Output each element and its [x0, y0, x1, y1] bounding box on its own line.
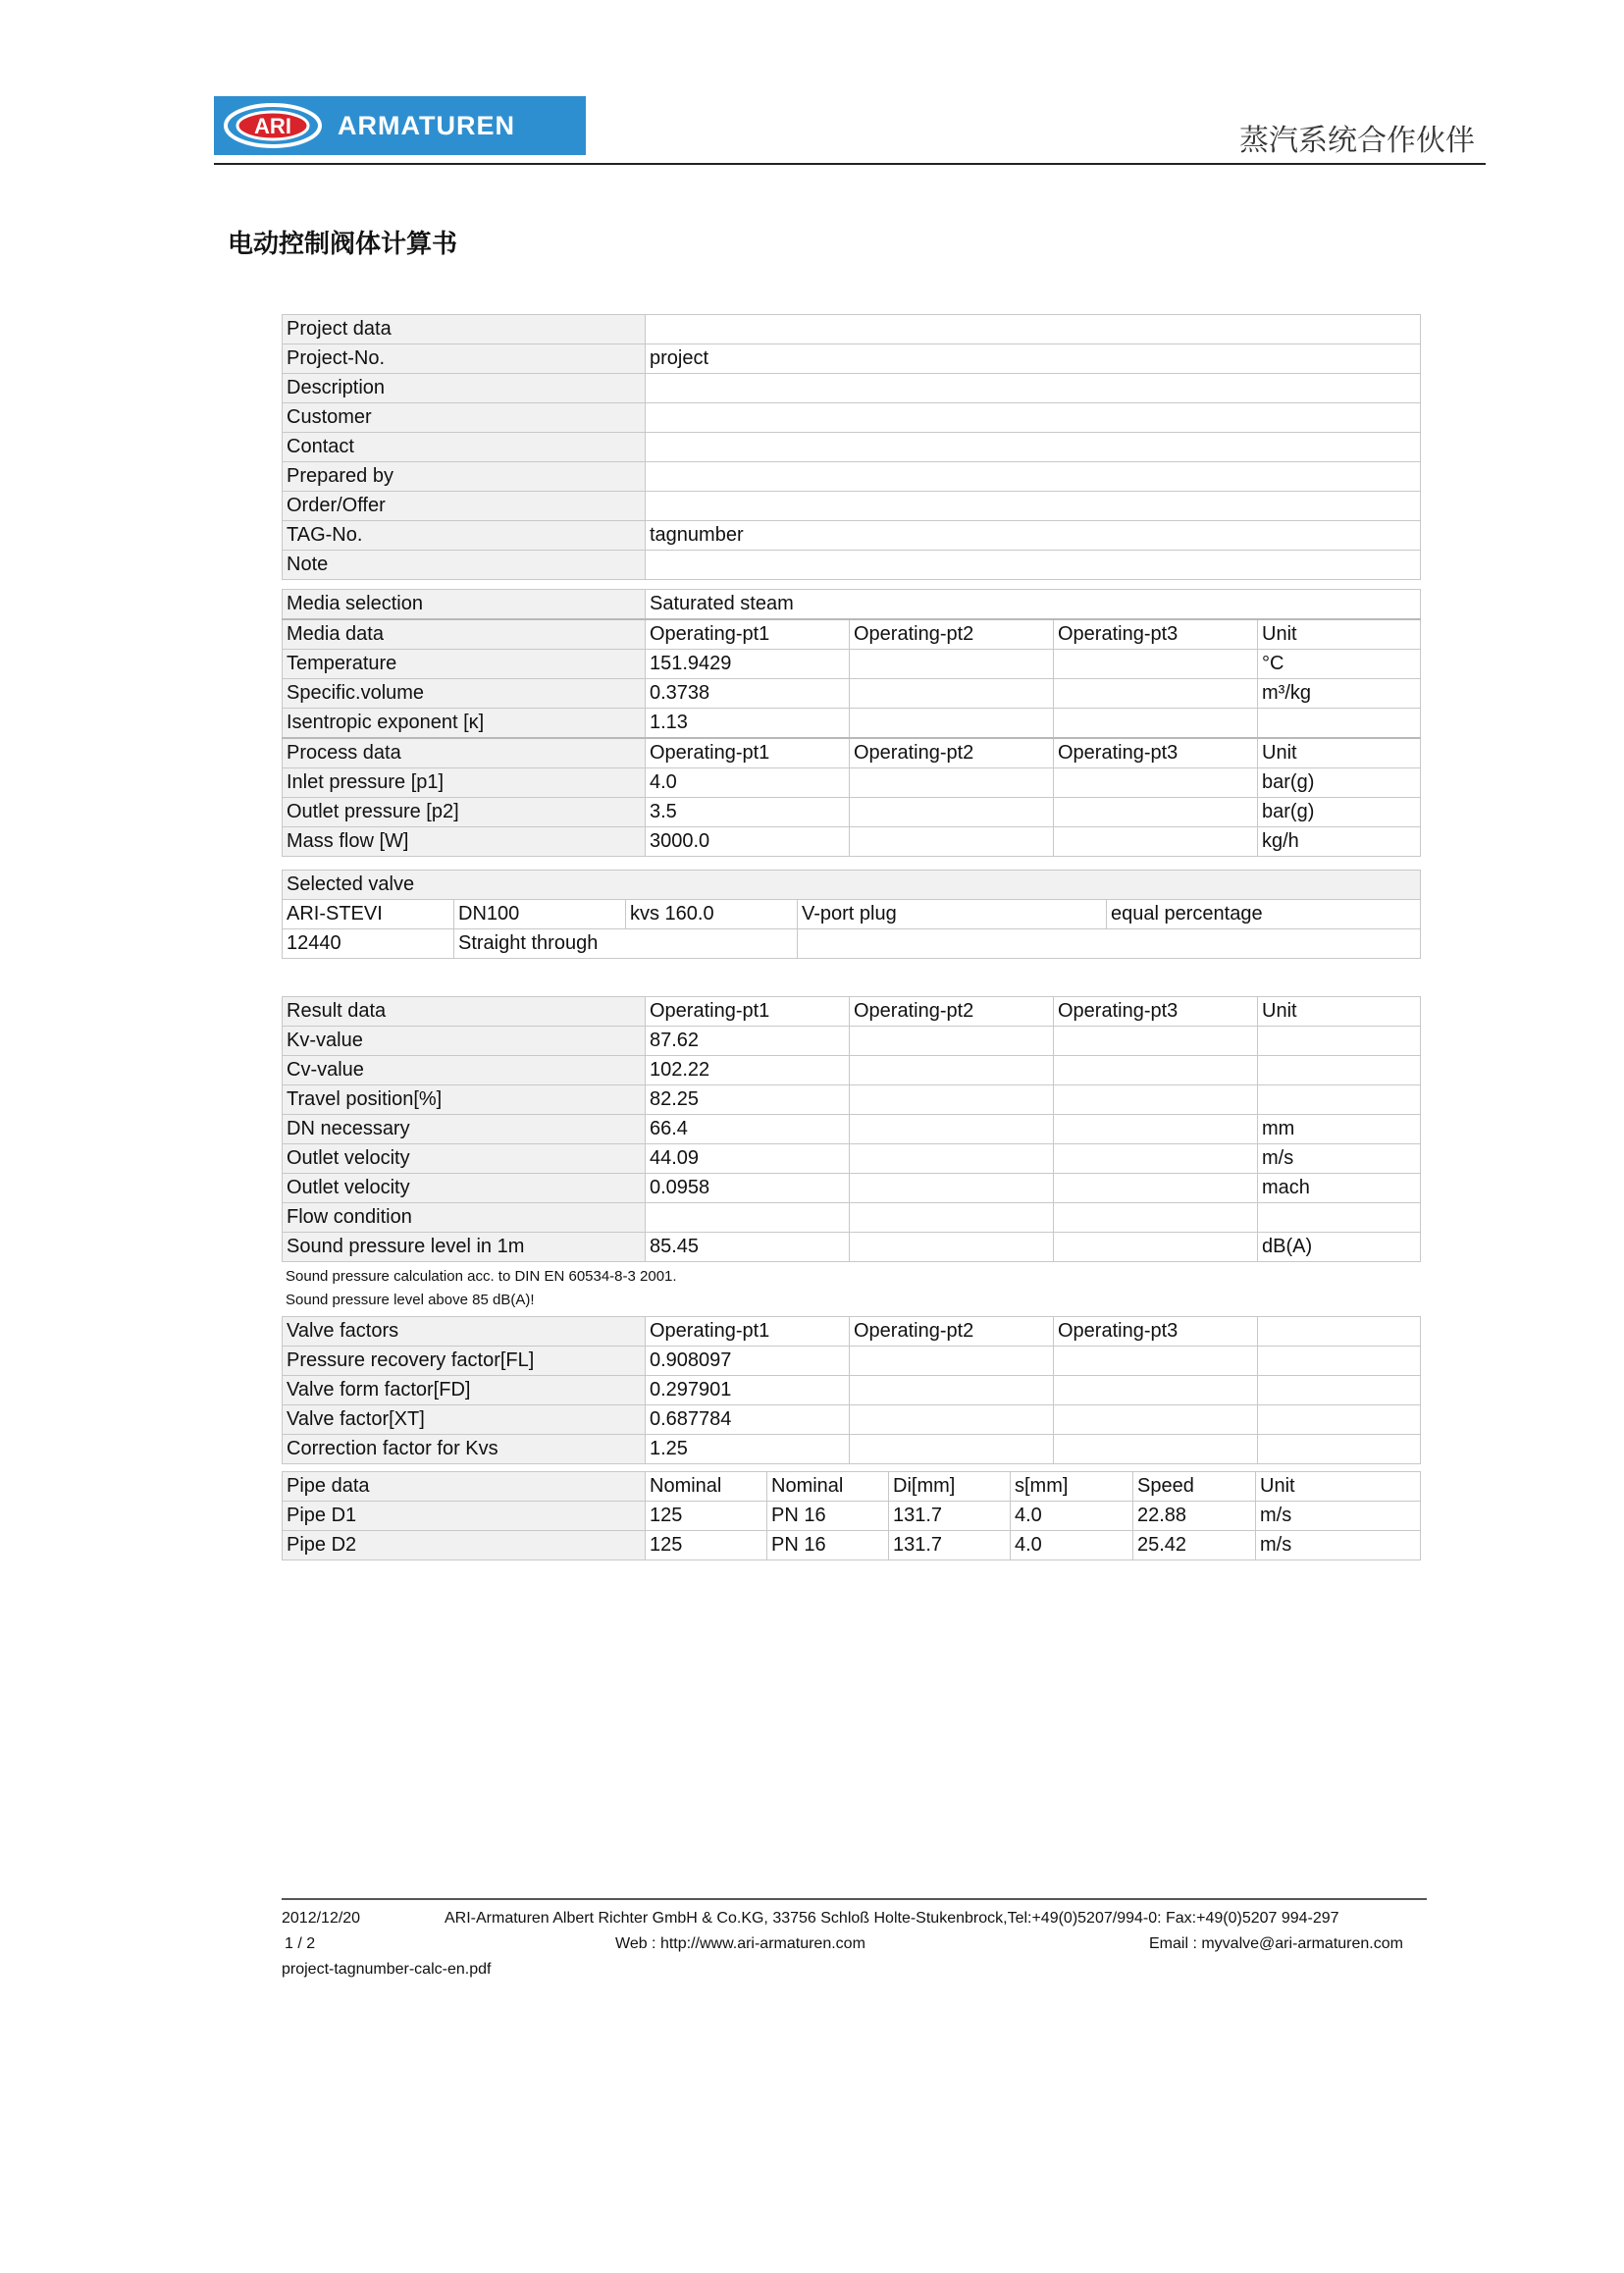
table-row — [283, 1472, 1421, 1502]
table-cell — [1054, 1435, 1258, 1464]
logo-emblem-text: ARI — [254, 114, 291, 138]
table-cell — [1054, 1144, 1258, 1174]
table-cell: Outlet velocity — [283, 1174, 646, 1203]
table-cell — [1258, 1056, 1421, 1085]
table-cell: 0.908097 — [646, 1347, 850, 1376]
table-row — [283, 1144, 1421, 1174]
table-cell: Mass flow [W] — [283, 827, 646, 857]
sound-warning-note: Sound pressure level above 85 dB(A)! — [286, 1292, 535, 1308]
table-row — [283, 1376, 1421, 1405]
table-cell: Pipe D2 — [283, 1531, 646, 1560]
table-cell: Unit — [1258, 619, 1421, 650]
footer-filename: project-tagnumber-calc-en.pdf — [282, 1961, 492, 1978]
table-cell — [1258, 1435, 1421, 1464]
table-cell — [850, 1115, 1054, 1144]
table-cell: tagnumber — [646, 521, 1421, 551]
table-cell — [1054, 1174, 1258, 1203]
table-row — [283, 827, 1421, 857]
table-cell: Prepared by — [283, 462, 646, 492]
table-cell: Description — [283, 374, 646, 403]
table-cell: Customer — [283, 403, 646, 433]
table-cell — [1054, 1233, 1258, 1262]
table-cell: m/s — [1258, 1144, 1421, 1174]
table-cell: mm — [1258, 1115, 1421, 1144]
table-cell: Operating-pt2 — [850, 738, 1054, 768]
table-cell: Kv-value — [283, 1027, 646, 1056]
table-cell: Flow condition — [283, 1203, 646, 1233]
table-cell: 1.25 — [646, 1435, 850, 1464]
table-cell: Process data — [283, 738, 646, 768]
table-cell — [850, 1027, 1054, 1056]
table-cell — [1054, 1347, 1258, 1376]
table-cell: 151.9429 — [646, 650, 850, 679]
table-row — [283, 492, 1421, 521]
table-cell: 4.0 — [646, 768, 850, 798]
table-cell — [1054, 798, 1258, 827]
table-cell: Pipe D1 — [283, 1502, 646, 1531]
selected-valve-table — [282, 870, 1421, 959]
table-row — [283, 1502, 1421, 1531]
ari-emblem-icon — [214, 96, 332, 155]
table-cell: TAG-No. — [283, 521, 646, 551]
table-row — [283, 521, 1421, 551]
table-row — [283, 1115, 1421, 1144]
table-row — [283, 1027, 1421, 1056]
table-cell: 0.0958 — [646, 1174, 850, 1203]
selected-valve-label: Selected valve — [283, 871, 1421, 900]
table-cell — [1054, 679, 1258, 709]
table-row — [283, 374, 1421, 403]
table-row — [283, 315, 1421, 344]
table-cell: Operating-pt3 — [1054, 738, 1258, 768]
table-cell: 12440 — [283, 929, 454, 959]
table-row — [283, 1085, 1421, 1115]
footer-page-number: 1 / 2 — [285, 1935, 316, 1952]
table-cell — [850, 1435, 1054, 1464]
valve-factors-table — [282, 1316, 1421, 1464]
table-cell: Di[mm] — [889, 1472, 1011, 1502]
table-cell — [850, 1347, 1054, 1376]
table-cell — [1054, 1203, 1258, 1233]
table-row — [283, 1056, 1421, 1085]
table-cell: Nominal — [646, 1472, 767, 1502]
table-cell: Operating-pt2 — [850, 997, 1054, 1027]
table-cell — [1054, 1085, 1258, 1115]
table-cell: Valve form factor[FD] — [283, 1376, 646, 1405]
table-cell — [1258, 1376, 1421, 1405]
table-cell — [1054, 1115, 1258, 1144]
table-cell: DN necessary — [283, 1115, 646, 1144]
logo-brand-text: ARMATUREN — [338, 110, 515, 140]
table-cell: Temperature — [283, 650, 646, 679]
table-cell: Project-No. — [283, 344, 646, 374]
media-selection-label: Media selection — [283, 590, 646, 620]
table-cell — [646, 462, 1421, 492]
table-cell — [646, 374, 1421, 403]
table-cell: Inlet pressure [p1] — [283, 768, 646, 798]
table-cell — [1054, 1405, 1258, 1435]
header-divider — [214, 163, 1486, 165]
table-cell: Nominal — [767, 1472, 889, 1502]
table-cell: 131.7 — [889, 1531, 1011, 1560]
project-data-table — [282, 314, 1421, 580]
table-cell — [646, 433, 1421, 462]
table-row — [283, 1347, 1421, 1376]
table-cell: Valve factor[XT] — [283, 1405, 646, 1435]
footer-divider — [282, 1898, 1427, 1900]
table-cell: equal percentage — [1107, 900, 1421, 929]
table-cell: ARI-STEVI — [283, 900, 454, 929]
table-cell: 66.4 — [646, 1115, 850, 1144]
table-cell — [646, 403, 1421, 433]
table-cell: m/s — [1256, 1502, 1421, 1531]
table-row — [283, 709, 1421, 739]
table-cell — [850, 1144, 1054, 1174]
table-cell: Sound pressure level in 1m — [283, 1233, 646, 1262]
table-cell: 0.687784 — [646, 1405, 850, 1435]
table-row — [283, 650, 1421, 679]
table-cell — [850, 1174, 1054, 1203]
table-cell: °C — [1258, 650, 1421, 679]
table-cell: Media data — [283, 619, 646, 650]
table-cell: 131.7 — [889, 1502, 1011, 1531]
table-row — [283, 1233, 1421, 1262]
table-cell: s[mm] — [1011, 1472, 1133, 1502]
table-cell: 25.42 — [1133, 1531, 1256, 1560]
table-cell — [1258, 1347, 1421, 1376]
table-cell — [646, 1203, 850, 1233]
table-cell — [1258, 1027, 1421, 1056]
table-row — [283, 1174, 1421, 1203]
table-cell: Pipe data — [283, 1472, 646, 1502]
table-cell: 82.25 — [646, 1085, 850, 1115]
table-cell — [1258, 1317, 1421, 1347]
table-cell — [798, 929, 1421, 959]
table-cell: Project data — [283, 315, 646, 344]
table-cell: Specific.volume — [283, 679, 646, 709]
table-cell: Unit — [1256, 1472, 1421, 1502]
table-cell — [850, 1405, 1054, 1435]
media-selection-value: Saturated steam — [646, 590, 1421, 620]
table-row — [283, 462, 1421, 492]
table-cell: Operating-pt1 — [646, 619, 850, 650]
table-cell: mach — [1258, 1174, 1421, 1203]
table-cell: 85.45 — [646, 1233, 850, 1262]
table-cell — [1258, 1203, 1421, 1233]
table-row — [283, 900, 1421, 929]
table-cell: Operating-pt1 — [646, 1317, 850, 1347]
table-cell — [850, 768, 1054, 798]
table-cell: DN100 — [454, 900, 626, 929]
table-row — [283, 1531, 1421, 1560]
table-cell: Pressure recovery factor[FL] — [283, 1347, 646, 1376]
table-cell — [1054, 650, 1258, 679]
table-cell — [850, 709, 1054, 739]
table-row — [283, 403, 1421, 433]
table-cell: 87.62 — [646, 1027, 850, 1056]
table-cell: project — [646, 344, 1421, 374]
table-cell: Correction factor for Kvs — [283, 1435, 646, 1464]
table-cell: 3.5 — [646, 798, 850, 827]
table-cell: Note — [283, 551, 646, 580]
table-cell — [1054, 768, 1258, 798]
table-cell — [1054, 1056, 1258, 1085]
table-cell: Contact — [283, 433, 646, 462]
table-cell: 1.13 — [646, 709, 850, 739]
table-cell — [646, 492, 1421, 521]
table-cell: 125 — [646, 1531, 767, 1560]
table-cell — [1258, 1405, 1421, 1435]
table-cell: bar(g) — [1258, 768, 1421, 798]
table-cell — [850, 798, 1054, 827]
table-cell: m³/kg — [1258, 679, 1421, 709]
table-cell: Valve factors — [283, 1317, 646, 1347]
table-cell — [850, 679, 1054, 709]
sound-calc-note: Sound pressure calculation acc. to DIN EN 60534-8-3 2001. — [286, 1268, 677, 1285]
footer-web: Web : http://www.ari-armaturen.com — [615, 1935, 865, 1952]
table-cell: Operating-pt3 — [1054, 997, 1258, 1027]
media-data-table — [282, 589, 1421, 857]
footer-company: ARI-Armaturen Albert Richter GmbH & Co.KG, 33756 Schloß Holte-Stukenbrock,Tel:+49(0)5207/994-0: Fax:+49(0)5207 994-297 — [445, 1910, 1339, 1927]
table-row — [283, 768, 1421, 798]
footer-email: Email : myvalve@ari-armaturen.com — [1149, 1935, 1403, 1952]
table-cell: PN 16 — [767, 1531, 889, 1560]
table-cell — [1054, 709, 1258, 739]
table-row — [283, 1435, 1421, 1464]
table-cell — [850, 1085, 1054, 1115]
table-row — [283, 679, 1421, 709]
table-cell — [1258, 1085, 1421, 1115]
table-cell: 3000.0 — [646, 827, 850, 857]
table-cell: 0.3738 — [646, 679, 850, 709]
tagline: 蒸汽系统合作伙伴 — [1239, 124, 1475, 158]
table-cell: Outlet pressure [p2] — [283, 798, 646, 827]
table-cell: Operating-pt1 — [646, 738, 850, 768]
table-cell: Order/Offer — [283, 492, 646, 521]
table-cell: Outlet velocity — [283, 1144, 646, 1174]
table-row — [283, 551, 1421, 580]
table-row — [283, 433, 1421, 462]
table-cell — [850, 1203, 1054, 1233]
table-row — [283, 798, 1421, 827]
result-data-table — [282, 996, 1421, 1262]
table-cell: Operating-pt3 — [1054, 1317, 1258, 1347]
table-cell: Speed — [1133, 1472, 1256, 1502]
table-cell: Operating-pt2 — [850, 619, 1054, 650]
table-cell: 102.22 — [646, 1056, 850, 1085]
table-row — [283, 1317, 1421, 1347]
table-cell: Result data — [283, 997, 646, 1027]
table-row — [283, 1203, 1421, 1233]
table-cell: bar(g) — [1258, 798, 1421, 827]
table-cell: Isentropic exponent [κ] — [283, 709, 646, 739]
table-cell — [646, 551, 1421, 580]
table-cell: 22.88 — [1133, 1502, 1256, 1531]
table-row — [283, 1405, 1421, 1435]
table-cell: 4.0 — [1011, 1531, 1133, 1560]
table-cell — [1258, 709, 1421, 739]
table-row — [283, 997, 1421, 1027]
table-cell: Unit — [1258, 738, 1421, 768]
table-row — [283, 929, 1421, 959]
table-cell — [850, 1376, 1054, 1405]
table-cell: PN 16 — [767, 1502, 889, 1531]
table-cell: kg/h — [1258, 827, 1421, 857]
table-cell — [646, 315, 1421, 344]
table-cell — [1054, 1027, 1258, 1056]
pipe-data-table — [282, 1471, 1421, 1560]
table-cell: m/s — [1256, 1531, 1421, 1560]
table-cell — [1054, 827, 1258, 857]
table-cell: Travel position[%] — [283, 1085, 646, 1115]
table-cell — [850, 650, 1054, 679]
table-cell — [1054, 1376, 1258, 1405]
table-cell: 44.09 — [646, 1144, 850, 1174]
table-cell: dB(A) — [1258, 1233, 1421, 1262]
table-cell — [850, 1056, 1054, 1085]
table-cell: V-port plug — [798, 900, 1107, 929]
footer-date: 2012/12/20 — [282, 1910, 361, 1927]
table-cell — [850, 1233, 1054, 1262]
table-cell: Unit — [1258, 997, 1421, 1027]
table-row — [283, 344, 1421, 374]
table-cell: Operating-pt1 — [646, 997, 850, 1027]
company-logo — [214, 96, 586, 155]
table-cell: Operating-pt2 — [850, 1317, 1054, 1347]
table-row — [283, 738, 1421, 768]
table-cell: 0.297901 — [646, 1376, 850, 1405]
table-cell: 125 — [646, 1502, 767, 1531]
table-row — [283, 619, 1421, 650]
table-cell: 4.0 — [1011, 1502, 1133, 1531]
table-cell — [850, 827, 1054, 857]
table-cell: Operating-pt3 — [1054, 619, 1258, 650]
table-cell: Straight through — [454, 929, 798, 959]
table-cell: Cv-value — [283, 1056, 646, 1085]
document-title: 电动控制阀体计算书 — [228, 230, 458, 259]
table-cell: kvs 160.0 — [626, 900, 798, 929]
